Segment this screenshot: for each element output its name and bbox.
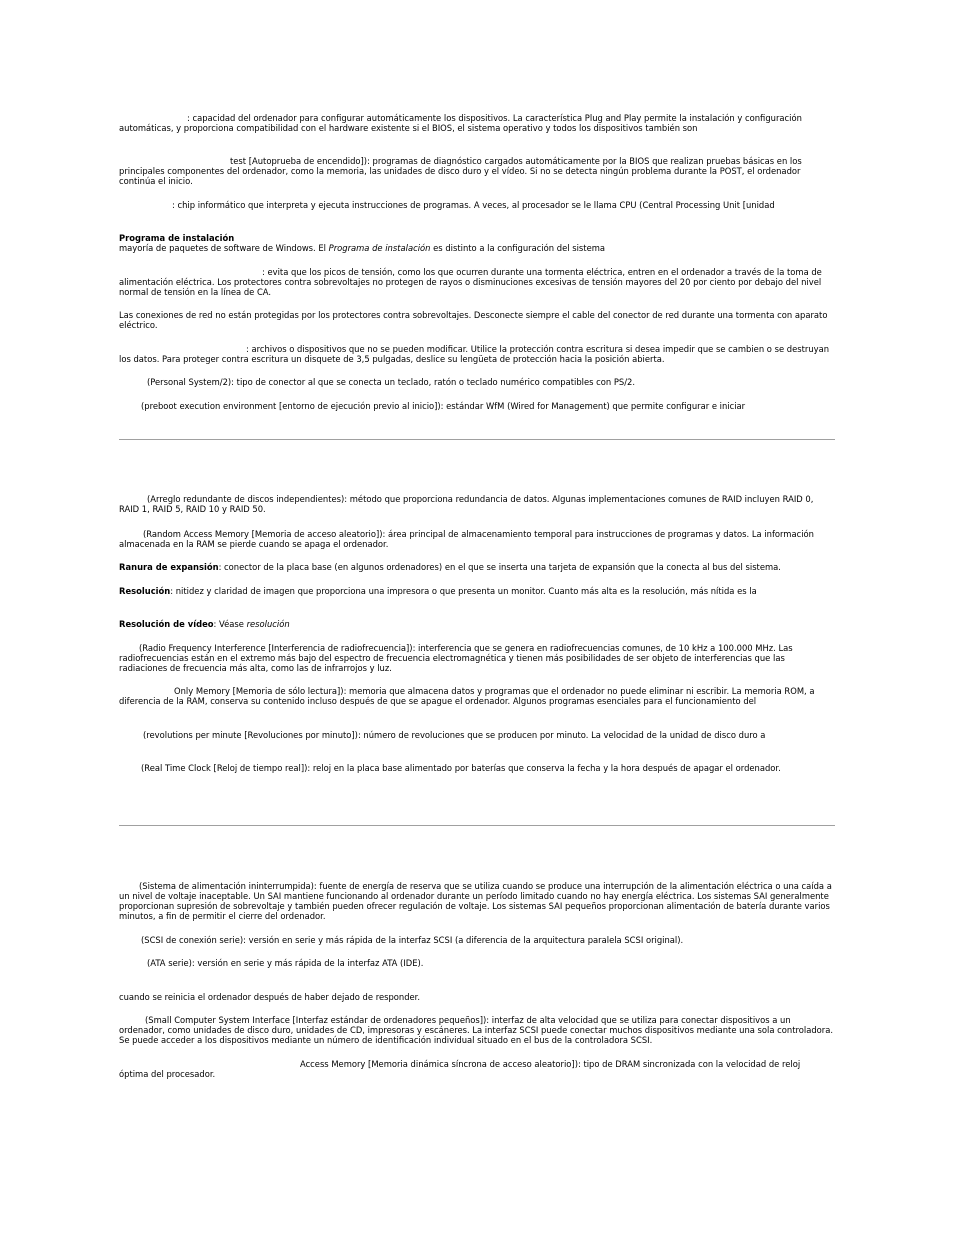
entry-text: (Radio Frequency Interference [Interferencia de radiofrecuencia]): interferencia que se genera en radiofrecuencias comunes, de 10 kHz a 100.000 MHz. Las radiofrecuencias están en el extremo más bajo del espectro de frecuencia electromagnética y tienen más posibilidades de ser objeto de interferencias que las radiaciones de frecuencia más alta, como las de infrarrojos y luz. — [119, 643, 793, 673]
section-divider — [119, 825, 835, 826]
entry-pxe — [119, 401, 835, 411]
entry-setup-program — [119, 233, 835, 253]
entry-processor — [119, 200, 835, 210]
entry-text: : chip informático que interpreta y ejecuta instrucciones de programas. A veces, al procesador se le llama CPU (Central Processing Unit [unidad — [172, 200, 775, 210]
entry-text-line2: óptima del procesador. — [119, 1069, 216, 1079]
entry-text: (SCSI de conexión serie): versión en serie y más rápida de la interfaz SCSI (a diferencia de la arquitectura paralela SCSI original). — [141, 935, 684, 945]
entry-rtc — [119, 763, 835, 773]
entry-text-before: mayoría de paquetes de software de Windows. El — [119, 243, 329, 253]
entry-text: (Arreglo redundante de discos independientes): método que proporciona redundancia de datos. Algunas implementaciones comunes de RAID incluyen RAID 0, RAID 1, RAID 5, RAID 10 y RAID 50. — [119, 494, 814, 514]
entry-text: (Personal System/2): tipo de conector al que se conecta un teclado, ratón o teclado numérico compatibles con PS/2. — [147, 377, 636, 387]
entry-text: : nitidez y claridad de imagen que proporciona una impresora o que presenta un monitor. Cuanto más alta es la resolución, más nítida es la — [170, 586, 757, 596]
entry-text-after: es distinto a la configuración del sistema — [430, 243, 606, 253]
entry-term: Programa de instalación — [119, 233, 235, 243]
entry-text: : Véase — [213, 619, 247, 629]
entry-text: cuando se reinicia el ordenador después de haber dejado de responder. — [119, 992, 421, 1002]
entry-sata — [119, 958, 835, 968]
entry-surge-protector — [119, 267, 835, 297]
entry-restart — [119, 992, 835, 1002]
entry-ram — [119, 529, 835, 549]
entry-sai — [119, 881, 835, 921]
entry-post — [119, 156, 835, 186]
entry-ps2 — [119, 377, 835, 387]
entry-term: Ranura de expansión — [119, 562, 219, 572]
entry-text: : capacidad del ordenador para configurar automáticamente los dispositivos. La característica Plug and Play permite la instalación y configuración automáticas, y proporciona compatibilidad con el hardware existente si el BIOS, el sistema operativo y todos los dispositivos también son — [119, 113, 802, 133]
entry-term: Resolución — [119, 586, 171, 596]
entry-text: test [Autoprueba de encendido]): programas de diagnóstico cargados automáticamente por la BIOS que realizan pruebas básicas en los principales componentes del ordenador, como la memoria, las unidades de disco duro y el vídeo. Si no se detecta ningún problema durante la POST, el ordenador continúa el inicio. — [119, 156, 802, 186]
entry-text: : evita que los picos de tensión, como los que ocurren durante una tormenta eléctrica, entren en el ordenador a través de la toma de alimentación eléctrica. Los protectores contra sobrevoltajes no protegen de rayos o disminuciones excesivas de tensión mayores del 20 por ciento por debajo del nivel normal de tensión en la línea de CA. — [119, 267, 822, 297]
entry-text: (ATA serie): versión en serie y más rápida de la interfaz ATA (IDE). — [147, 958, 424, 968]
entry-rfi — [119, 643, 835, 673]
entry-expansion-slot — [119, 562, 835, 572]
entry-text: : archivos o dispositivos que no se pueden modificar. Utilice la protección contra escritura si desea impedir que se cambien o se destruyan los datos. Para proteger contra escritura un disquete de 3,5 pulgadas, deslice su lengüeta de protección hacia la posición abierta. — [119, 344, 830, 364]
entry-italic-term: Programa de instalación — [328, 243, 431, 253]
entry-sdram — [119, 1059, 835, 1079]
entry-text: (Random Access Memory [Memoria de acceso aleatorio]): área principal de almacenamiento temporal para instrucciones de programas y datos. La información almacenada en la RAM se pierde cuando se apaga el ordenador. — [119, 529, 814, 549]
entry-text: Las conexiones de red no están protegidas por los protectores contra sobrevoltajes. Desconecte siempre el cable del conector de red durante una tormenta con aparato eléctrico. — [119, 310, 828, 330]
entry-write-protected — [119, 344, 835, 364]
entry-text: (revolutions per minute [Revoluciones por minuto]): número de revoluciones que se producen por minuto. La velocidad de la unidad de disco duro a — [143, 730, 766, 740]
entry-text: (Small Computer System Interface [Interfaz estándar de ordenadores pequeños]): interfaz de alta velocidad que se utiliza para conectar dispositivos a un ordenador, como unidades de disco duro, unidades de CD, impresoras y escáneres. La interfaz SCSI puede conectar muchos dispositivos mediante una sola controladora. Se puede acceder a los dispositivos mediante un número de identificación individual situado en el bus de la controladora SCSI. — [119, 1015, 834, 1045]
entry-text: (Real Time Clock [Reloj de tiempo real]): reloj en la placa base alimentado por baterías que conserva la fecha y la hora después de apagar el ordenador. — [141, 763, 781, 773]
entry-video-resolution — [119, 619, 835, 629]
entry-text: (Sistema de alimentación ininterrumpida): fuente de energía de reserva que se utiliza cuando se produce una interrupción de la alimentación eléctrica o una caída a un nivel de voltaje inaceptable. Un SAI mantiene funcionando al ordenador durante un período limitado cuando no hay energía eléctrica. Los sistemas SAI generalmente proporcionan supresión de sobrevoltaje y también pueden ofrecer regulación de voltaje. Los sistemas SAI pequeños proporcionan alimentación de batería durante varios minutos, a fin de permitir el cierre del ordenador. — [119, 881, 832, 921]
entry-text: : conector de la placa base (en algunos ordenadores) en el que se inserta una tarjeta de expansión que la conecta al bus del sistema. — [218, 562, 781, 572]
entry-text-line1: Access Memory [Memoria dinámica síncrona de acceso aleatorio]): tipo de DRAM sincronizada con la velocidad de reloj — [300, 1059, 801, 1069]
entry-rom — [119, 686, 835, 706]
entry-rpm — [119, 730, 835, 740]
entry-term: Resolución de vídeo — [119, 619, 214, 629]
entry-italic-term: resolución — [246, 619, 290, 629]
entry-text: Only Memory [Memoria de sólo lectura]): memoria que almacena datos y programas que el ordenador no puede eliminar ni escribir. La memoria ROM, a diferencia de la RAM, conserva su contenido incluso después de que se apague el ordenador. Algunos programas esenciales para el funcionamiento del — [119, 686, 815, 706]
section-divider — [119, 439, 835, 440]
entry-sas — [119, 935, 835, 945]
entry-resolution — [119, 586, 835, 596]
entry-scsi — [119, 1015, 835, 1045]
entry-plug-and-play — [119, 113, 835, 133]
entry-raid — [119, 494, 835, 514]
entry-text: (preboot execution environment [entorno de ejecución previo al inicio]): estándar WfM (Wired for Management) que permite configurar e iniciar — [141, 401, 746, 411]
entry-surge-note — [119, 310, 835, 330]
